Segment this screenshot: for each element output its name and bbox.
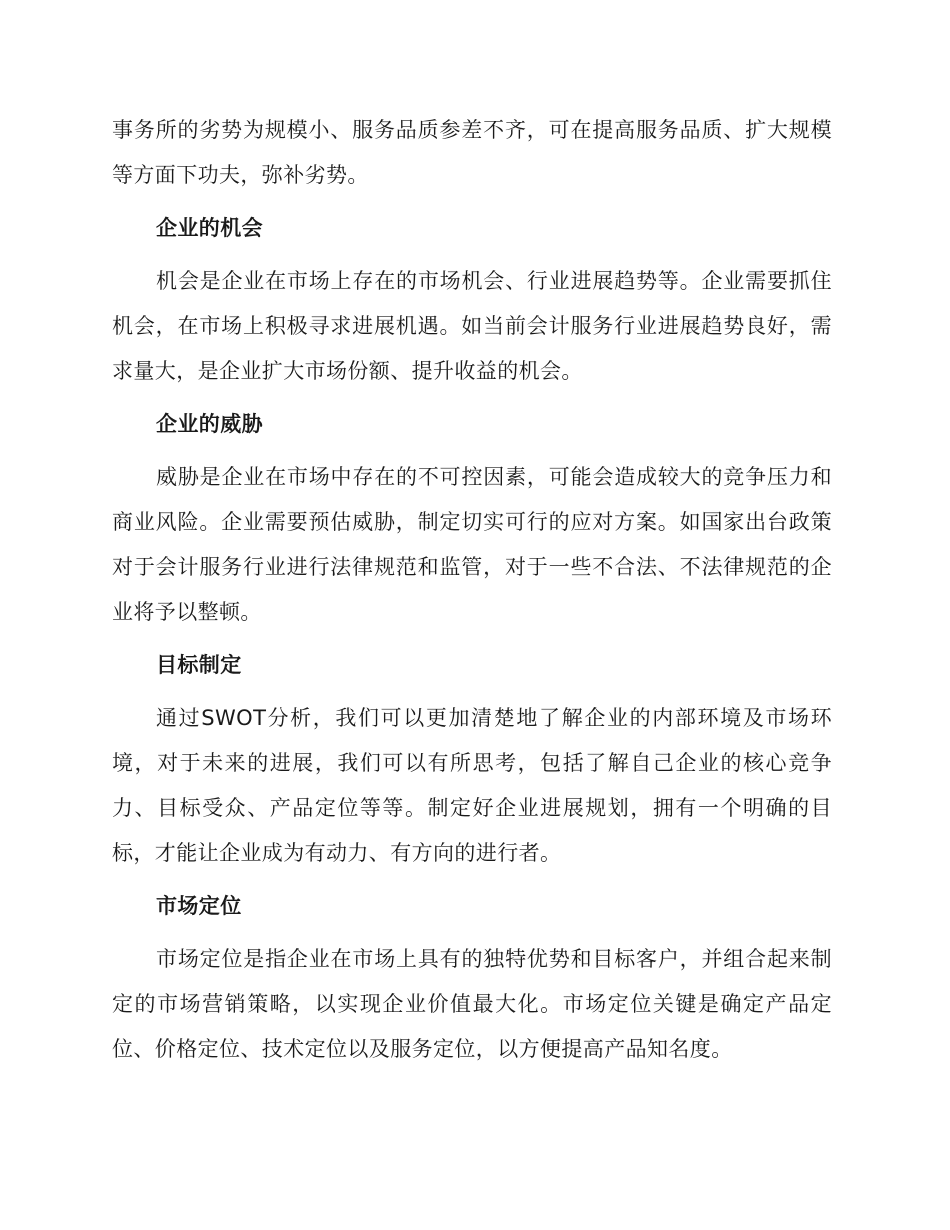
- heading-market-position: 市场定位: [156, 894, 242, 918]
- document-body: [112, 108, 832, 1072]
- heading-threat: 企业的威胁: [156, 412, 263, 436]
- paragraph-goal: 通过SWOT分析，我们可以更加清楚地了解企业的内部环境及市场环境，对于未来的进展，我们可以有所思考，包括了解自己企业的核心竞争力、目标受众、产品定位等等。制定好企业进展规划，拥有一个明确的目标，才能让企业成为有动力、有方向的进行者。: [112, 706, 832, 865]
- heading-goal: 目标制定: [156, 653, 242, 677]
- paragraph-market-position: 市场定位是指企业在市场上具有的独特优势和目标客户，并组合起来制定的市场营销策略，以实现企业价值最大化。市场定位关键是确定产品定位、价格定位、技术定位以及服务定位，以方便提高产品知名度。: [112, 947, 832, 1061]
- paragraph-threat: 威胁是企业在市场中存在的不可控因素，可能会造成较大的竞争压力和商业风险。企业需要预估威胁，制定切实可行的应对方案。如国家出台政策对于会计服务行业进行法律规范和监管，对于一些不合法、不法律规范的企业将予以整顿。: [112, 465, 832, 624]
- heading-opportunity: 企业的机会: [156, 216, 263, 240]
- paragraph-opportunity: 机会是企业在市场上存在的市场机会、行业进展趋势等。企业需要抓住机会，在市场上积极寻求进展机遇。如当前会计服务行业进展趋势良好，需求量大，是企业扩大市场份额、提升收益的机会。: [112, 269, 832, 383]
- paragraph-weakness-continued: 事务所的劣势为规模小、服务品质参差不齐，可在提高服务品质、扩大规模等方面下功夫，弥补劣势。: [112, 118, 832, 187]
